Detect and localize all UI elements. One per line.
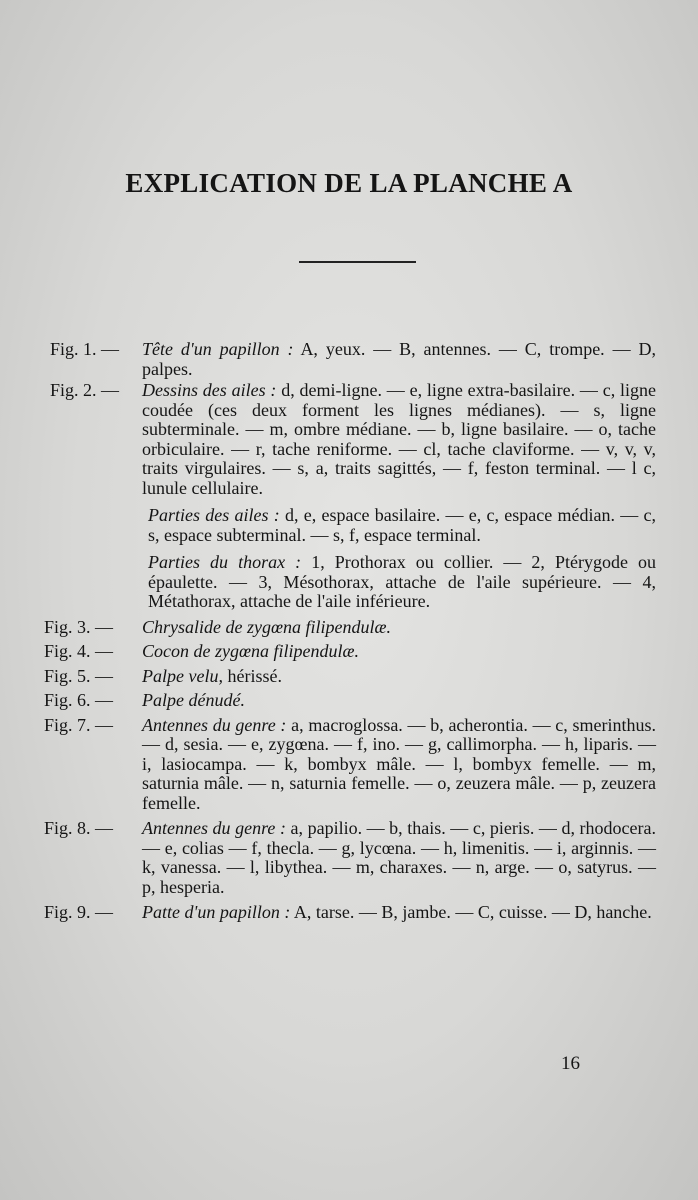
figure-text: A, yeux. — B, antennes. — C, trompe. — D, palpes.: [142, 339, 656, 379]
figure-entry-3: [44, 618, 656, 638]
figure-heading: Tête d'un papillon :: [142, 339, 294, 359]
figure-entry-5: [44, 667, 656, 687]
figure-label: Fig. 1. —: [50, 339, 120, 359]
figure-heading: Chrysalide de zygœna filipendulæ.: [142, 616, 391, 637]
figure-entry-2: [44, 381, 656, 498]
figure-heading: Antennes du genre :: [142, 818, 286, 838]
figure-heading: Dessins des ailes :: [142, 380, 277, 400]
figure-text: hérissé.: [227, 665, 282, 686]
figure-label: Fig. 2. —: [50, 380, 120, 400]
figure-entry-7: [44, 716, 656, 814]
figure-heading: Parties des ailes :: [148, 505, 280, 525]
figure-entry-1: [44, 340, 656, 379]
figure-text: A, tarse. — B, jambe. — C, cuisse. — D, hanche.: [293, 902, 652, 922]
figure-entry-6: [44, 691, 656, 711]
figure-list: [44, 340, 656, 926]
title-rule: [299, 261, 416, 263]
figure-label: Fig. 5. —: [44, 665, 114, 686]
figure-label: Fig. 7. —: [44, 714, 114, 735]
figure-entry-4: [44, 642, 656, 662]
figure-label: Fig. 9. —: [44, 902, 114, 922]
figure-heading: Patte d'un papillon :: [142, 902, 291, 922]
page-title: EXPLICATION DE LA PLANCHE A: [125, 168, 573, 198]
figure-text: 1, Prothorax ou collier. — 2, Ptérygode ou épaulette. — 3, Mésothorax, attache de l'aile supérieure. — 4, Métathorax, attache de l'aile inférieure.: [148, 552, 656, 611]
figure-text: a, papilio. — b, thais. — c, pieris. — d, rhodocera. — e, colias — f, thecla. — g, lycœna. — h, limenitis. — i, arginnis. — k, vanessa. — l, libythea. — m, charaxes. — n, arge. — o, satyrus. — p, hesperia.: [142, 818, 657, 897]
figure-subentry-thorax: [44, 553, 656, 612]
figure-text: d, demi-ligne. — e, ligne extra-basilaire. — c, ligne coudée (ces deux forment les lignes médianes). — s, ligne subterminale. — m, ombre médiane. — b, ligne basilaire. — o, tache orbiculaire. — r, tache reniforme. — cl, tache claviforme. — v, v, v, traits virgulaires. — s, a, traits sagittés, — f, feston terminal. — l c, lunule cellulaire.: [142, 380, 657, 498]
figure-heading: Palpe dénudé.: [142, 690, 245, 710]
figure-text: d, e, espace basilaire. — e, c, espace médian. — c, s, espace subterminal. — s, f, espace terminal.: [148, 505, 657, 545]
figure-entry-8: [44, 819, 656, 897]
figure-label: Fig. 3. —: [44, 616, 114, 637]
figure-label: Fig. 4. —: [44, 641, 114, 661]
figure-heading: Antennes du genre :: [142, 714, 287, 735]
figure-heading: Cocon de zygœna filipendulæ.: [142, 641, 359, 661]
figure-text: a, macroglossa. — b, acherontia. — c, smerinthus. — d, sesia. — e, zygœna. — f, ino. — g, callimorpha. — h, liparis. — i, lasiocampa. — k, bombyx mâle. — l, bombyx femelle. — m, saturnia mâle. — n, saturnia femelle. — o, zeuzera mâle. — p, zeuzera femelle.: [142, 714, 657, 813]
figure-entry-9: [44, 903, 656, 923]
figure-heading: Parties du thorax :: [148, 552, 302, 572]
figure-heading: Palpe velu,: [142, 665, 223, 686]
figure-subentry-wings: [44, 506, 656, 545]
figure-label: Fig. 6. —: [44, 690, 114, 710]
figure-label: Fig. 8. —: [44, 818, 114, 838]
page-number: 16: [561, 1053, 580, 1074]
